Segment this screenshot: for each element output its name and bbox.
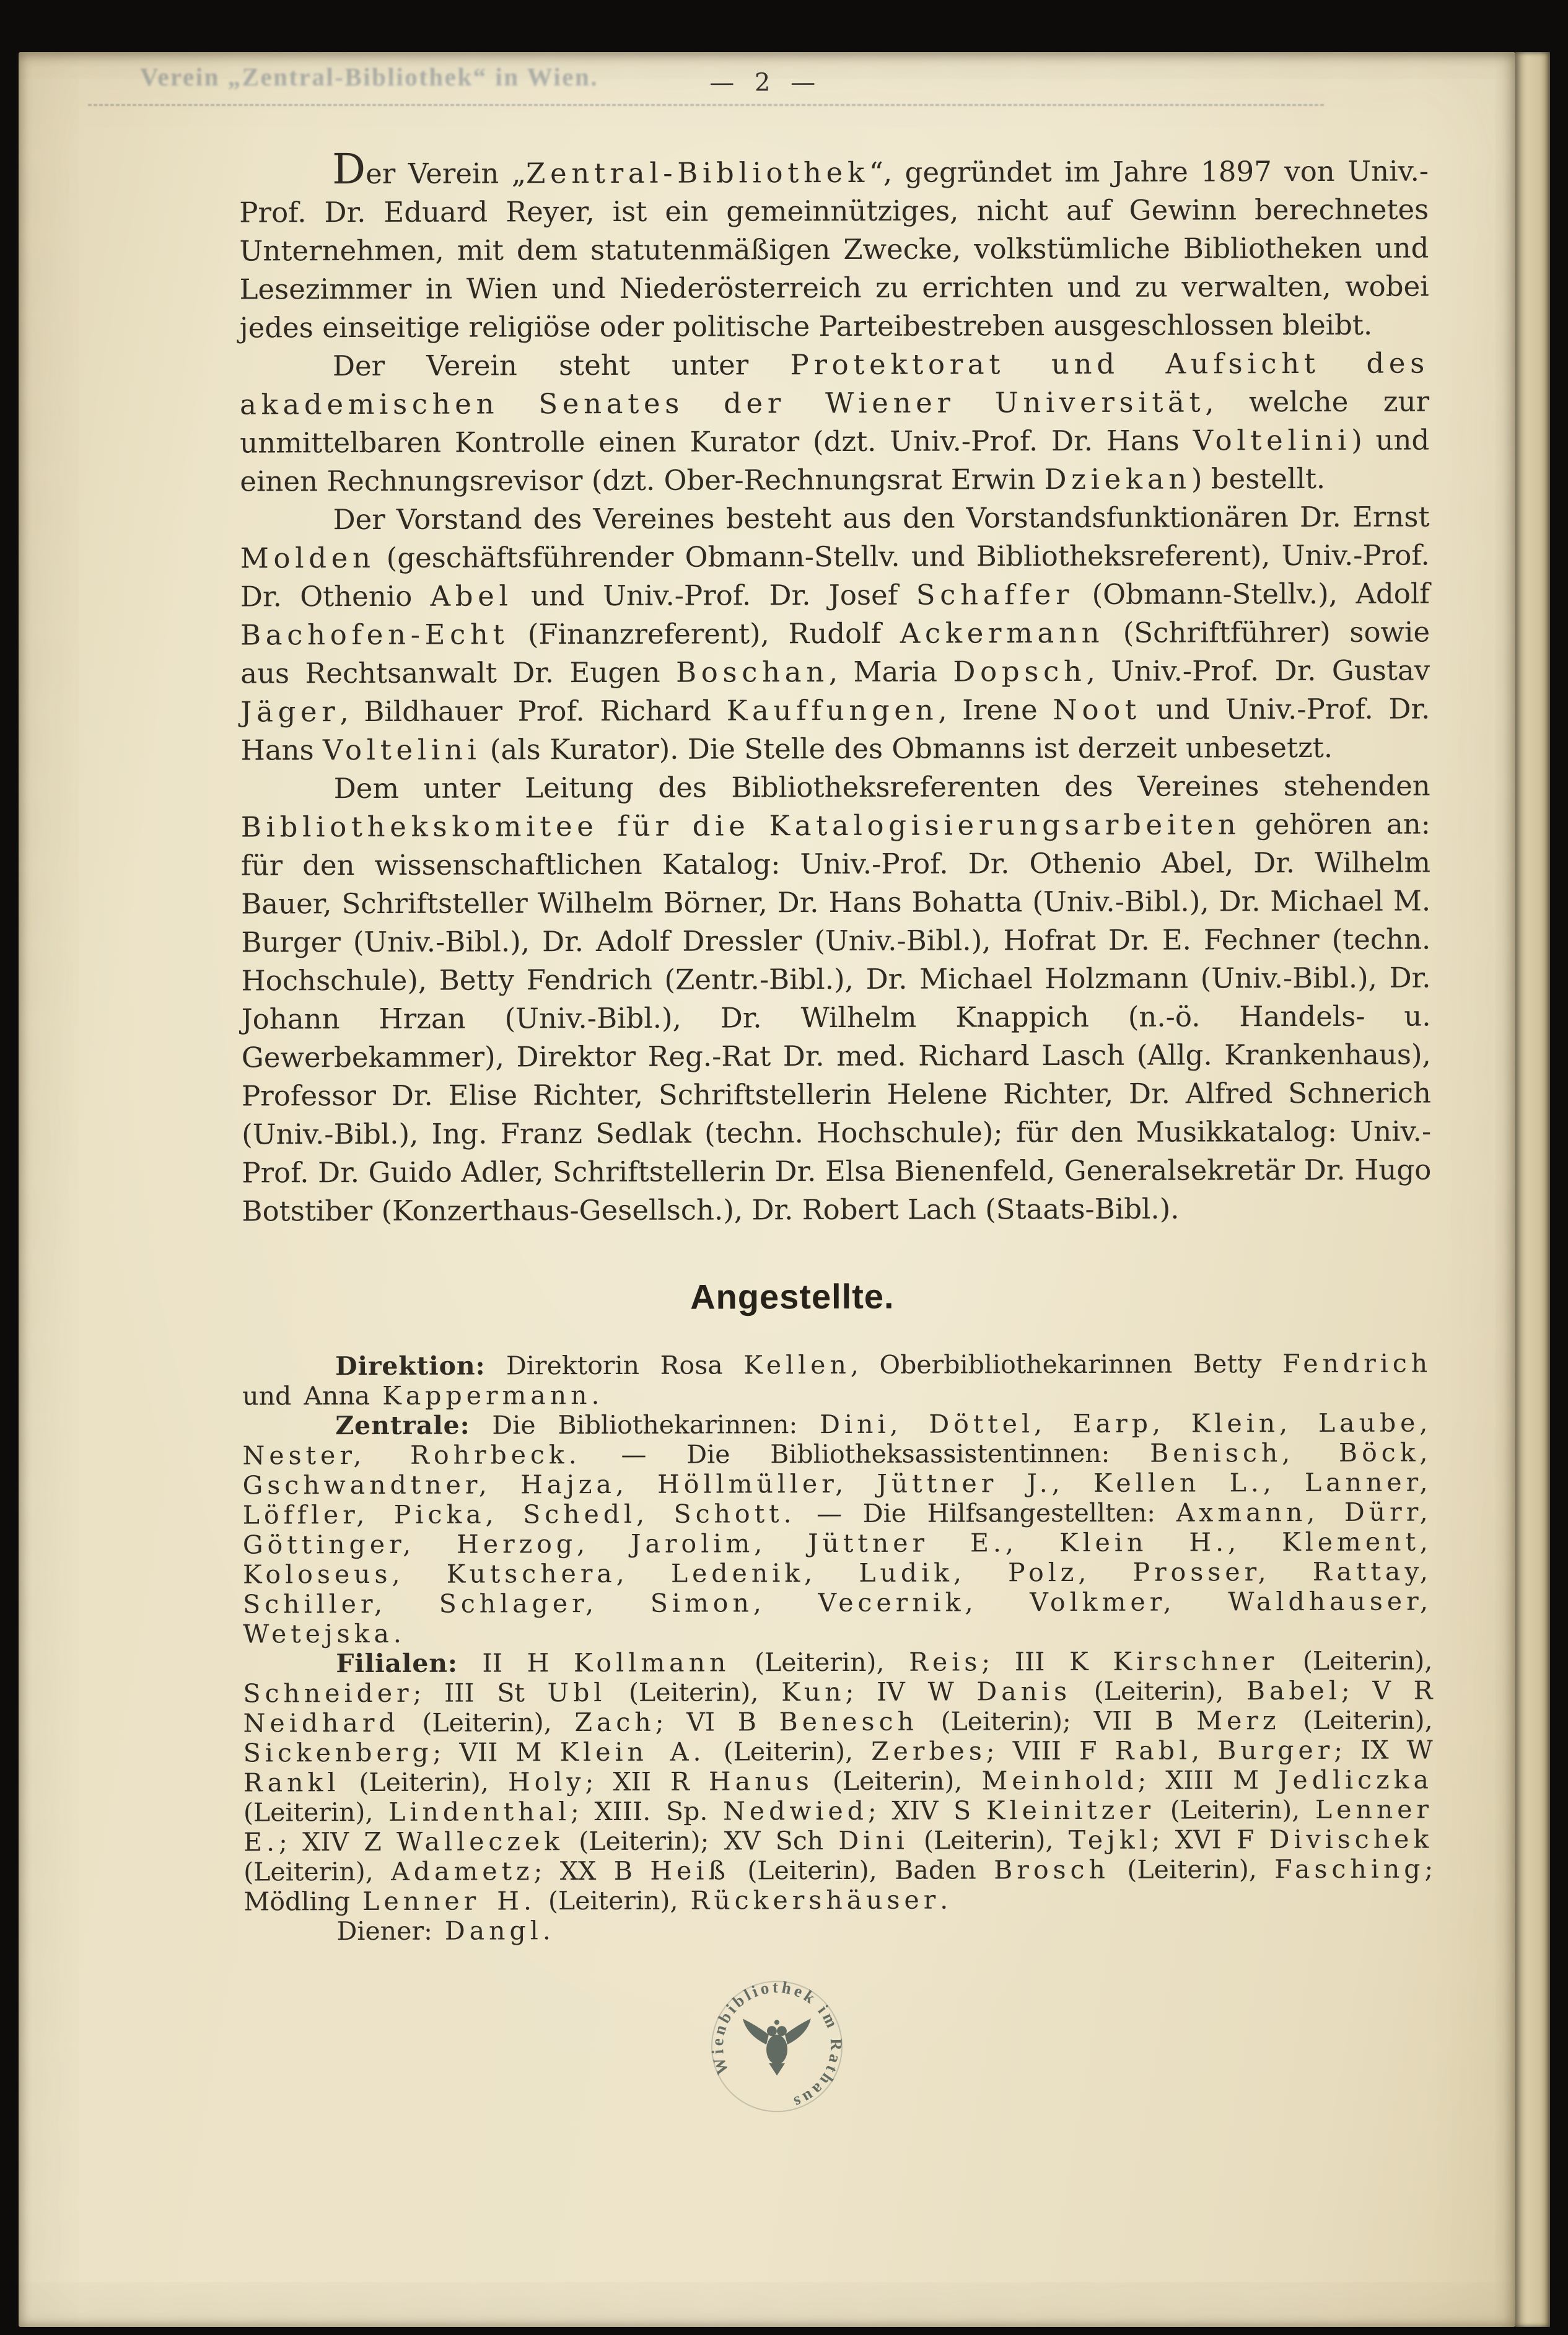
spaced-name: Kleinitzer: [986, 1795, 1155, 1826]
spaced-name: Noot: [1053, 693, 1141, 727]
text-run: (Leiterin); VII B: [918, 1706, 1197, 1737]
spaced-name: Dini: [838, 1825, 909, 1855]
spaced-name: Ackermann: [900, 616, 1105, 650]
spaced-name: Zach: [574, 1707, 655, 1738]
text-run: ; III K: [981, 1646, 1113, 1677]
page-number: — 2 —: [709, 68, 822, 97]
spaced-name: Brosch: [994, 1854, 1110, 1885]
text-run: (Leiterin),: [339, 1767, 509, 1798]
spaced-name: Lenner E.: [243, 1794, 1434, 1857]
text-run: , Maria: [828, 655, 953, 689]
spaced-name: Rabl: [1115, 1735, 1192, 1766]
text-run: (Leiterin),: [908, 1825, 1069, 1855]
text-run: (Leiterin); XV Sch: [563, 1825, 839, 1857]
spaced-name: Kellen: [743, 1349, 851, 1380]
para-verein-gruendung: [239, 144, 1429, 347]
spaced-name: Sickenberg: [243, 1737, 433, 1768]
spaced-name: Jäger: [240, 695, 340, 729]
text-run: ; VI B: [655, 1707, 779, 1737]
library-stamp: [699, 1968, 856, 2125]
text-run: (als Kurator). Die Stelle des Obmanns ist derzeit unbesetzt.: [481, 730, 1333, 766]
stamp-container: [182, 1967, 1372, 2129]
text-run: (Leiterin),: [606, 1677, 782, 1707]
spaced-name: Burger: [1217, 1735, 1334, 1766]
spaced-name: Molden: [240, 541, 375, 575]
text-run: , Univ.-Prof. Dr. Gustav: [1086, 654, 1430, 688]
text-run: (Leiterin), Baden: [729, 1855, 994, 1886]
spaced-name: Fasching: [1274, 1854, 1425, 1885]
text-run: und Univ.-Prof. Dr. Josef: [512, 578, 916, 613]
spaced-name: Kappermann: [382, 1380, 592, 1411]
text-run: , Bildhauer Prof. Richard: [339, 694, 727, 729]
text-run: ; VIII F: [986, 1735, 1115, 1766]
text-run: ; III St: [413, 1678, 548, 1708]
text-run: — Die Hilfsangestellten:: [795, 1497, 1176, 1529]
text-run: .: [542, 1916, 551, 1946]
spaced-name: Axmann, Dürr, Göttinger, Herzog, Jarolim, Jüttner E., Klein H., Klement, Koloseus, Kutschera, Ledenik, Ludik, Polz, Prosser, Rattay, Schiller, Schlager, Simon, Vecernik, Volkmer, Waldhauser, Wetejska.: [242, 1497, 1433, 1649]
show-through-header-text: Verein „Zentral-Bibliothek“ in Wien.: [140, 63, 599, 91]
text-run: ; XIII. Sp.: [570, 1796, 724, 1827]
spaced-name: Kollmann: [573, 1647, 730, 1678]
para-vorstand: [240, 497, 1430, 769]
text-run: (Leiterin),: [1071, 1676, 1246, 1707]
spaced-name: Tejkl: [1068, 1825, 1152, 1855]
spaced-name: Adametz: [391, 1856, 534, 1886]
text-run: (Schriftführer) sowie aus Rechtsanwalt Dr. Eugen: [240, 615, 1430, 690]
text-run: ; V R: [1341, 1675, 1433, 1706]
text-run: , welche zur unmittelbaren Kontrolle einen Kurator (dzt. Univ.-Prof. Dr. Hans: [240, 385, 1430, 460]
text-run: ; IX W: [1334, 1735, 1433, 1765]
spaced-name: Divischek: [1269, 1824, 1434, 1855]
section-heading: Angestellte.: [690, 1276, 895, 1316]
text-run: ; XIV S: [867, 1795, 986, 1826]
spaced-name: Schneider: [243, 1678, 413, 1709]
spaced-name: Protektorat und Aufsicht des akademischen Senates der Wiener Universität: [239, 346, 1429, 421]
text-run: (Obmann-Stellv.), Adolf: [1074, 577, 1430, 611]
text-run: Direktorin Rosa: [485, 1350, 744, 1381]
text-run: ,: [1191, 1735, 1218, 1766]
spaced-name: Meinhold: [981, 1765, 1138, 1796]
text-run: (Leiterin),: [399, 1707, 575, 1738]
spaced-name: Rankl: [243, 1768, 340, 1798]
text-run: Der Verein steht unter: [332, 348, 791, 383]
text-run: (Leiterin),: [1280, 1705, 1433, 1736]
para-protektorat: [240, 344, 1430, 501]
spaced-name: Voltelini: [1193, 423, 1352, 457]
intro-section: [239, 144, 1432, 1230]
text-run: ) bestellt.: [1191, 462, 1326, 496]
initial-capital: D: [331, 144, 366, 194]
spaced-name: Fendrich: [1282, 1348, 1432, 1379]
text-run: Der Vorstand des Vereines besteht aus den Vorstandsfunktionären Dr. Ernst: [333, 500, 1430, 537]
eagle-emblem: [743, 2018, 811, 2075]
spaced-name: Bachofen-Echt: [240, 618, 509, 652]
spaced-name: Kun: [781, 1676, 846, 1707]
text-run: Dem unter Leitung des Bibliotheksreferenten des Vereines stehenden: [333, 769, 1430, 805]
spaced-name: Reis: [909, 1647, 982, 1677]
text-run: ; IV W: [845, 1676, 977, 1707]
spaced-name: Bibliothekskomitee für die Katalogisierungsarbeiten: [240, 808, 1241, 844]
page-content: [239, 66, 1434, 2128]
spaced-name: Ubl: [547, 1677, 607, 1708]
para-diener: [243, 1913, 1433, 1946]
spaced-name: Zerbes: [871, 1736, 986, 1766]
spaced-name: Danis: [976, 1676, 1072, 1707]
text-run: (Leiterin),: [813, 1766, 982, 1797]
text-run: (Finanzreferent), Rudolf: [509, 616, 900, 651]
spaced-name: Rückershäuser: [690, 1885, 940, 1916]
para-zentrale: [242, 1408, 1432, 1649]
spaced-name: Dziekan: [1044, 462, 1191, 496]
text-run: und Anna: [242, 1380, 383, 1411]
spaced-name: Walleczek: [396, 1826, 564, 1857]
text-run: (Leiterin),: [1278, 1645, 1433, 1676]
text-run: ; XIV Z: [278, 1826, 397, 1857]
text-run: (Leiterin),: [705, 1736, 872, 1767]
text-run: ; XII R: [585, 1766, 709, 1797]
spaced-name: Voltelini: [322, 733, 481, 767]
spaced-name: Abel: [430, 579, 513, 613]
bold-label: Direktion:: [335, 1351, 486, 1382]
text-run: “, gegründet im Jahre 1897 von Univ.-Prof. Dr. Eduard Reyer, ist ein gemeinnütziges, nicht auf Gewinn berechnetes Unternehmen, mit dem statutenmäßigen Zwecke, volkstümliche Bibliotheken und Lesezimmer in Wien und Niederösterreich zu errichten und zu verwalten, wobei jedes einseitige religiöse oder politische Parteibestreben ausgeschlossen bleibt.: [239, 154, 1429, 344]
scanned-page: [19, 52, 1515, 2327]
spaced-name: Nedwied: [722, 1795, 868, 1826]
text-run: .: [591, 1380, 600, 1411]
text-run: , Irene: [938, 693, 1053, 727]
spaced-name: Dopsch: [953, 654, 1087, 688]
spaced-name: Hanus: [708, 1766, 813, 1797]
text-run: (geschäftsführender Obmann-Stellv. und Bibliotheksreferent), Univ.-Prof. Dr. Othenio: [240, 538, 1430, 613]
spaced-name: Heiß: [650, 1855, 730, 1886]
para-direktion: [242, 1348, 1432, 1411]
text-run: ; XX B: [533, 1855, 650, 1886]
spaced-name: Klein A.: [559, 1737, 706, 1768]
text-run: Die Bibliothekarinnen:: [470, 1409, 820, 1440]
text-run: und Univ.-Prof. Dr. Hans: [240, 692, 1430, 767]
spaced-name: Benesch: [779, 1706, 918, 1737]
spaced-name: Neidhard: [243, 1707, 400, 1738]
stamp-text: Wienbibliothek im Rathaus: [707, 1978, 846, 2113]
next-page-edge: [1515, 52, 1550, 2327]
text-run: (Leiterin),: [1109, 1854, 1275, 1885]
spaced-name: Kirschner: [1113, 1646, 1279, 1676]
spaced-name: Benisch, Böck, Gschwandtner, Hajza, Höllmüller, Jüttner J., Kellen L., Lanner, Löffler, Picka, Schedl, Schott.: [242, 1437, 1432, 1530]
bold-label: Filialen:: [336, 1648, 458, 1679]
text-run: (Leiterin),: [730, 1647, 909, 1678]
bold-label: Zentrale:: [335, 1410, 470, 1441]
spaced-name: Boschan: [675, 655, 829, 689]
text-run: (Leiterin),: [1155, 1794, 1316, 1825]
spaced-name: Lenner H.: [362, 1886, 537, 1917]
text-run: ; VII M: [432, 1737, 560, 1768]
text-run: (Leiterin),: [243, 1856, 392, 1887]
text-run: gehören an: für den wissenschaftlichen Katalog: Univ.-Prof. Dr. Othenio Abel, Dr. Wilhelm Bauer, Schriftsteller Wilhelm Börner, Dr. Hans Bohatta (Univ.-Bibl.), Dr. Michael M. Burger (Univ.-Bibl.), Dr. Adolf Dressler (Univ.-Bibl.), Hofrat Dr. E. Fechner (techn. Hochschule), Betty Fendrich (Zentr.-Bibl.), Dr. Michael Holzmann (Univ.-Bibl.), Dr. Johann Hrzan (Univ.-Bibl.), Dr. Wilhelm Knappich (n.-ö. Handels- u. Gewerbekammer), Direktor Reg.-Rat Dr. med. Richard Lasch (Allg. Krankenhaus), Professor Dr. Elise Richter, Schriftstellerin Helene Richter, Dr. Alfred Schnerich (Univ.-Bibl.), Ing. Franz Sedlak (techn. Hochschule); für den Musikkatalog: Univ.-Prof. Dr. Guido Adler, Schriftstellerin Dr. Elsa Bienenfeld, Generalsekretär Dr. Hugo Botstiber (Konzerthaus-Gesellsch.), Dr. Robert Lach (Staats-Bibl.).: [240, 807, 1432, 1228]
staff-section: [242, 1348, 1434, 1946]
spaced-name: Dangl: [444, 1916, 543, 1946]
para-bibliothekskomitee: [241, 766, 1432, 1230]
spaced-name: Lindenthal: [388, 1797, 571, 1827]
text-run: .: [940, 1885, 948, 1915]
para-filialen: [243, 1645, 1433, 1916]
spaced-name: Holy: [507, 1767, 585, 1797]
text-run: ) und einen Rechnungsrevisor (dzt. Ober-Rechnungsrat Erwin: [240, 423, 1430, 498]
text-run: ; XIII M: [1137, 1765, 1279, 1795]
spaced-name: Kauffungen: [726, 693, 939, 727]
text-run: (Leiterin),: [535, 1885, 691, 1916]
text-run: ; XVI F: [1151, 1825, 1269, 1855]
text-run: ; Mödling: [243, 1854, 1434, 1917]
text-run: er Verein „: [366, 157, 527, 190]
text-run: — Die Bibliotheksassistentinnen:: [580, 1438, 1150, 1470]
text-run: Diener:: [336, 1916, 445, 1947]
spaced-name: Zentral-Bibliothek: [526, 156, 869, 190]
spaced-name: Dini, Döttel, Earp, Klein, Laube, Nester, Rohrbeck.: [242, 1408, 1432, 1471]
text-run: (Leiterin),: [243, 1797, 389, 1828]
spaced-name: Jedliczka: [1278, 1764, 1433, 1795]
spaced-name: Schaffer: [916, 577, 1074, 611]
text-run: II H: [457, 1648, 574, 1678]
text-run: , Oberbibliothekarinnen Betty: [850, 1349, 1283, 1380]
spaced-name: Babel: [1246, 1675, 1341, 1706]
spaced-name: Merz: [1196, 1706, 1281, 1736]
